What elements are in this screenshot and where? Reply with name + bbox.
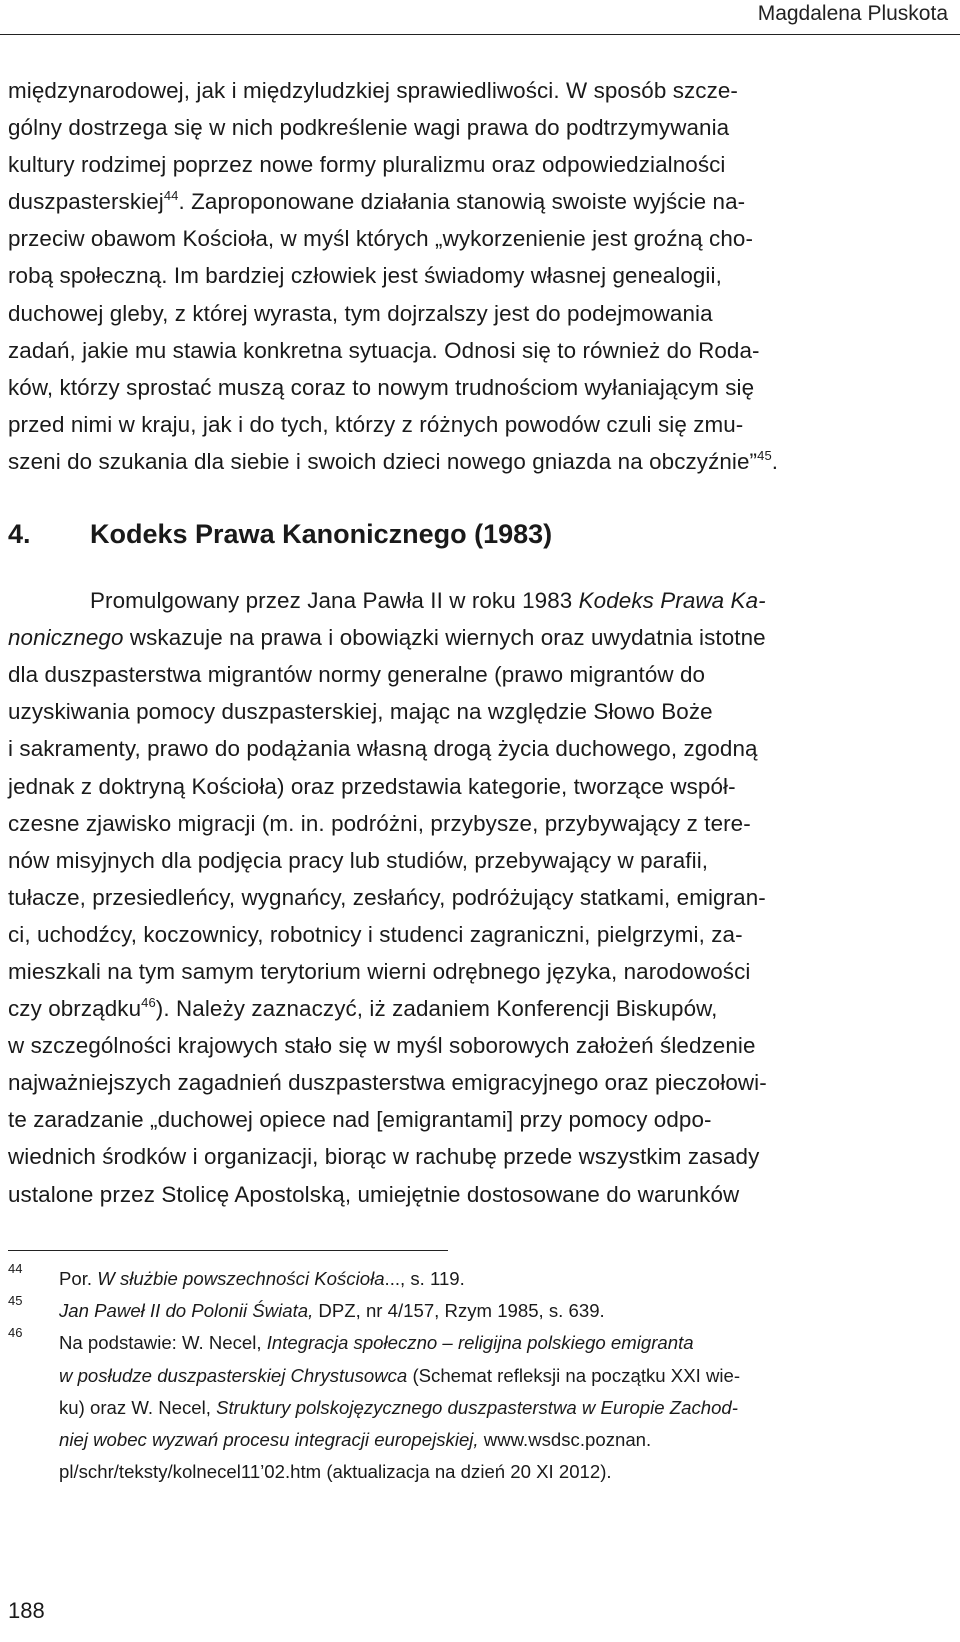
text-fragment: ). Należy zaznaczyć, iż zadaniem Konferencji Biskupów, [155, 996, 718, 1022]
text-line [8, 990, 950, 1027]
footnote-line [59, 1392, 950, 1424]
text-fragment: ..., s. 119. [384, 1268, 465, 1289]
text-line: dla duszpasterstwa migrantów normy generalne (prawo migrantów do [8, 662, 706, 688]
footnote-line [59, 1295, 950, 1327]
text-line: te zaradzanie „duchowej opiece nad [emigrantami] przy pomocy odpo- [8, 1107, 712, 1133]
text-line: ków, którzy sprostać muszą coraz to nowym trudnościom wyłaniającym się [8, 374, 755, 400]
url-text[interactable]: www.wsdsc.poznan. [478, 1429, 652, 1451]
text-line: robą społeczną. Im bardziej człowiek jest świadomy własnej genealogii, [8, 263, 722, 289]
text-line: ci, uchodźcy, koczownicy, robotnicy i studenci zagraniczni, pielgrzymi, za- [8, 921, 743, 947]
text-fragment: szeni do szukania dla siebie i swoich dzieci nowego gniazda na obczyźnie” [8, 448, 758, 474]
text-line: ustalone przez Stolicę Apostolską, umiejętnie dostosowane do warunków [8, 1181, 740, 1207]
text-line: gólny dostrzega się w nich podkreślenie wagi prawa do podtrzymywania [8, 115, 730, 141]
footnote-divider [8, 1250, 448, 1251]
italic-title: Kodeks Prawa Ka- [578, 588, 766, 614]
text-line [8, 443, 950, 480]
text-fragment: . [771, 448, 779, 474]
text-line: czesne zjawisko migracji (m. in. podróżni, przybysze, przybywający z tere- [8, 810, 751, 836]
italic-title: Jan Paweł II do Polonii Świata, [59, 1300, 314, 1322]
footnote-number: 44 [8, 1261, 23, 1276]
text-line: przeciw obawom Kościoła, w myśl których „wykorzenienie jest groźną cho- [8, 226, 754, 252]
text-fragment: duszpasterskiej [8, 189, 164, 215]
text-line [8, 183, 950, 220]
text-fragment: (Schemat refleksji na początku XXI wie- [407, 1364, 741, 1386]
text-line: kultury rodzimej poprzez nowe formy pluralizmu oraz odpowiedzialności [8, 152, 726, 178]
footnote-ref-46[interactable]: 46 [141, 995, 156, 1011]
text-line: i sakramenty, prawo do podążania własną drogą życia duchowego, zgodną [8, 736, 758, 762]
italic-title: Integracja społeczno – religijna polskiego emigranta [266, 1332, 694, 1354]
section-title: Kodeks Prawa Kanonicznego (1983) [90, 519, 553, 550]
italic-title: nonicznego [8, 625, 124, 651]
footnote-line [59, 1424, 950, 1456]
section-heading [8, 514, 950, 554]
text-fragment: . Zaproponowane działania stanowią swoiste wyjście na- [178, 189, 746, 215]
footnote-number: 45 [8, 1293, 23, 1309]
italic-title: w posłudze duszpasterskiej Chrystusowca [59, 1364, 408, 1386]
text-fragment: czy obrządku [8, 996, 142, 1022]
text-line: uzyskiwania pomocy duszpasterskiej, mając na względzie Słowo Boże [8, 699, 713, 725]
text-line [8, 582, 950, 619]
text-fragment: Promulgowany przez Jana Pawła II w roku 1983 [90, 588, 579, 614]
text-line: zadań, jakie mu stawia konkretna sytuacja. Odnosi się to również do Roda- [8, 337, 760, 363]
footnotes [8, 1263, 950, 1488]
text-line: przed nimi w kraju, jak i do tych, którzy z różnych powodów czuli się zmu- [8, 411, 744, 437]
footnote-line [59, 1327, 950, 1359]
main-text [8, 72, 950, 1213]
paragraph-2 [8, 582, 950, 1213]
text-fragment: DPZ, nr 4/157, Rzym 1985, s. 639. [313, 1300, 605, 1322]
text-fragment: Por. [59, 1268, 98, 1289]
footnote-line [59, 1263, 950, 1295]
footnote-line[interactable]: pl/schr/teksty/kolnecel11’02.htm (aktualizacja na dzień 20 XI 2012). [59, 1461, 612, 1483]
italic-title: niej wobec wyzwań procesu integracji europejskiej, [59, 1429, 479, 1451]
italic-title: W służbie powszechności Kościoła [97, 1268, 385, 1289]
footnote-ref-45[interactable]: 45 [757, 447, 772, 463]
text-line: duchowej gleby, z której wyrasta, tym dojrzalszy jest do podejmowania [8, 300, 713, 326]
text-line: międzynarodowej, jak i międzyludzkiej sprawiedliwości. W sposób szcze- [8, 78, 738, 103]
text-line: jednak z doktryną Kościoła) oraz przedstawia kategorie, tworzące współ- [8, 773, 736, 799]
section-number: 4. [8, 519, 31, 550]
text-line: najważniejszych zagadnień duszpasterstwa emigracyjnego oraz pieczołowi- [8, 1070, 767, 1096]
text-fragment: ku) oraz W. Necel, [59, 1396, 217, 1418]
text-fragment: wskazuje na prawa i obowiązki wiernych oraz uwydatnia istotne [123, 625, 766, 651]
paragraph-1 [8, 72, 950, 480]
text-fragment: Na podstawie: W. Necel, [59, 1332, 267, 1354]
text-line: nów misyjnych dla podjęcia pracy lub studiów, przebywający w parafii, [8, 847, 709, 873]
running-head [0, 0, 960, 35]
text-line: wiednich środków i organizacji, biorąc w rachubę przede wszystkim zasady [8, 1144, 760, 1170]
footnote-number: 46 [8, 1325, 23, 1341]
text-line: mieszkali na tym samym terytorium wierni odrębnego języka, narodowości [8, 958, 751, 984]
footnote-line [59, 1360, 950, 1392]
text-line [8, 619, 950, 656]
footnote-46 [8, 1327, 950, 1488]
italic-title: Struktury polskojęzycznego duszpasterstwa w Europie Zachod- [216, 1396, 738, 1418]
header-author: Magdalena Pluskota [757, 2, 948, 25]
footnote-44 [8, 1263, 950, 1295]
page-number: 188 [8, 1598, 45, 1623]
text-line: tułacze, przesiedleńcy, wygnańcy, zesłańcy, podróżujący statkami, emigran- [8, 884, 766, 910]
footnote-ref-44[interactable]: 44 [163, 188, 179, 204]
footnote-45 [8, 1295, 950, 1327]
text-line: w szczególności krajowych stało się w myśl soborowych założeń śledzenie [8, 1033, 756, 1059]
